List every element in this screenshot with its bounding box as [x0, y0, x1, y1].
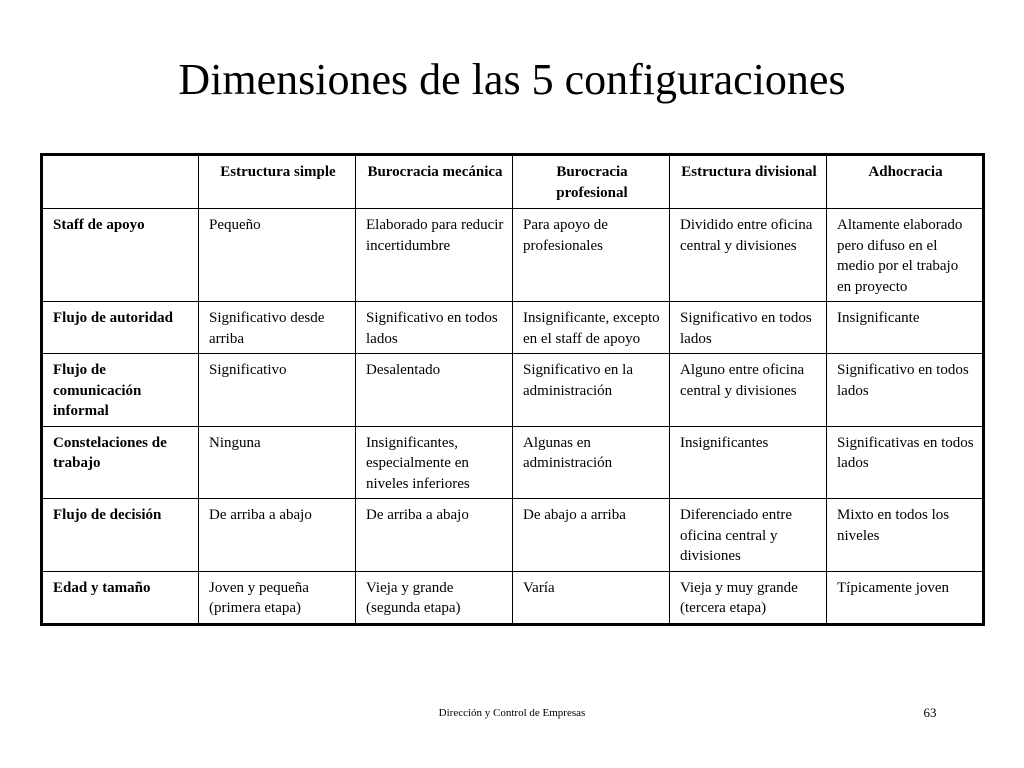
- table-cell: Insignificante: [827, 302, 984, 354]
- table-cell: Insignificantes, especialmente en niveles inferiores: [356, 426, 513, 499]
- table-corner-cell: [42, 155, 199, 209]
- table-row: [42, 426, 984, 499]
- table-cell: Algunas en administración: [513, 426, 670, 499]
- table-cell: Significativo: [199, 354, 356, 427]
- table-cell: Significativo en todos lados: [827, 354, 984, 427]
- slide-title: Dimensiones de las 5 configuraciones: [178, 55, 846, 104]
- table-cell: Diferenciado entre oficina central y divisiones: [670, 499, 827, 572]
- table-cell: Alguno entre oficina central y divisiones: [670, 354, 827, 427]
- table-row: [42, 499, 984, 572]
- table-cell: Típicamente joven: [827, 571, 984, 624]
- column-header-estructura-simple: Estructura simple: [199, 155, 356, 209]
- table-row: [42, 302, 984, 354]
- table-cell: Vieja y muy grande (tercera etapa): [670, 571, 827, 624]
- table-row: [42, 209, 984, 302]
- table-cell: Significativo desde arriba: [199, 302, 356, 354]
- table-row: [42, 354, 984, 427]
- row-label-flujo-de-autoridad: Flujo de autoridad: [42, 302, 199, 354]
- table-header-row: [42, 155, 984, 209]
- table-cell: Desalentado: [356, 354, 513, 427]
- column-header-adhocracia: Adhocracia: [827, 155, 984, 209]
- table-cell: Varía: [513, 571, 670, 624]
- table-cell: De arriba a abajo: [356, 499, 513, 572]
- table-cell: Joven y pequeña (primera etapa): [199, 571, 356, 624]
- table-cell: De abajo a arriba: [513, 499, 670, 572]
- table-cell: Vieja y grande (segunda etapa): [356, 571, 513, 624]
- table-row: [42, 571, 984, 624]
- row-label-constelaciones-de-trabajo: Constelaciones de trabajo: [42, 426, 199, 499]
- column-header-burocracia-profesional: Burocracia profesional: [513, 155, 670, 209]
- column-header-estructura-divisional: Estructura divisional: [670, 155, 827, 209]
- row-label-flujo-de-comunicacion-informal: Flujo de comunicación informal: [42, 354, 199, 427]
- table-cell: Ninguna: [199, 426, 356, 499]
- table-cell: Significativo en todos lados: [356, 302, 513, 354]
- row-label-staff-de-apoyo: Staff de apoyo: [42, 209, 199, 302]
- table-cell: Significativo en todos lados: [670, 302, 827, 354]
- page-number: 63: [923, 705, 937, 720]
- configurations-table: [40, 153, 985, 626]
- table-cell: Mixto en todos los niveles: [827, 499, 984, 572]
- row-label-edad-y-tamano: Edad y tamaño: [42, 571, 199, 624]
- table-cell: De arriba a abajo: [199, 499, 356, 572]
- row-label-flujo-de-decision: Flujo de decisión: [42, 499, 199, 572]
- table-cell: Elaborado para reducir incertidumbre: [356, 209, 513, 302]
- table-cell: Insignificantes: [670, 426, 827, 499]
- slide-footer: Dirección y Control de Empresas: [438, 707, 586, 719]
- table-cell: Insignificante, excepto en el staff de apoyo: [513, 302, 670, 354]
- table-cell: Para apoyo de profesionales: [513, 209, 670, 302]
- table-cell: Pequeño: [199, 209, 356, 302]
- column-header-burocracia-mecanica: Burocracia mecánica: [356, 155, 513, 209]
- table-cell: Dividido entre oficina central y divisiones: [670, 209, 827, 302]
- table-cell: Altamente elaborado pero difuso en el medio por el trabajo en proyecto: [827, 209, 984, 302]
- table-cell: Significativas en todos lados: [827, 426, 984, 499]
- table-cell: Significativo en la administración: [513, 354, 670, 427]
